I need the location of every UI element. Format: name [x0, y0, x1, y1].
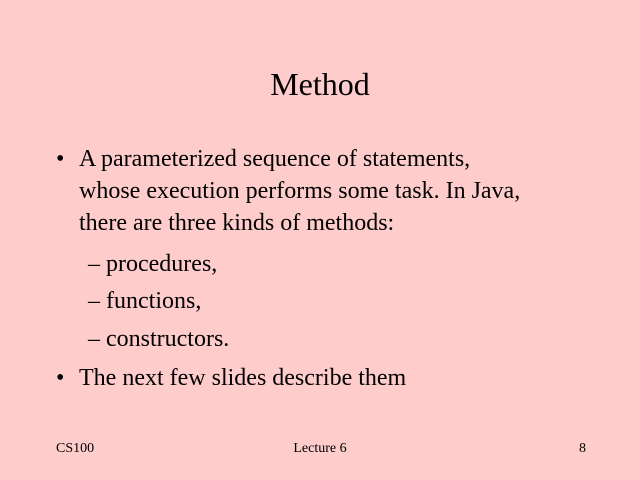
sub-item-functions: – functions,	[88, 288, 202, 314]
bullet-item	[56, 143, 596, 239]
bullet-item	[56, 362, 596, 394]
footer-lecture: Lecture 6	[293, 441, 347, 456]
bullet-marker: •	[56, 146, 65, 172]
bullet-marker: •	[56, 365, 65, 391]
slide-title: Method	[270, 66, 370, 102]
bullet-text: The next few slides describe them	[79, 365, 407, 391]
footer-page-number: 8	[579, 441, 586, 456]
sub-item-procedures: – procedures,	[88, 251, 218, 277]
sub-item-constructors: – constructors.	[88, 326, 230, 352]
bullet-text: A parameterized sequence of statements, whose execution performs some task. In Java, there are three kinds of methods:	[79, 146, 521, 236]
footer-course: CS100	[56, 441, 95, 456]
